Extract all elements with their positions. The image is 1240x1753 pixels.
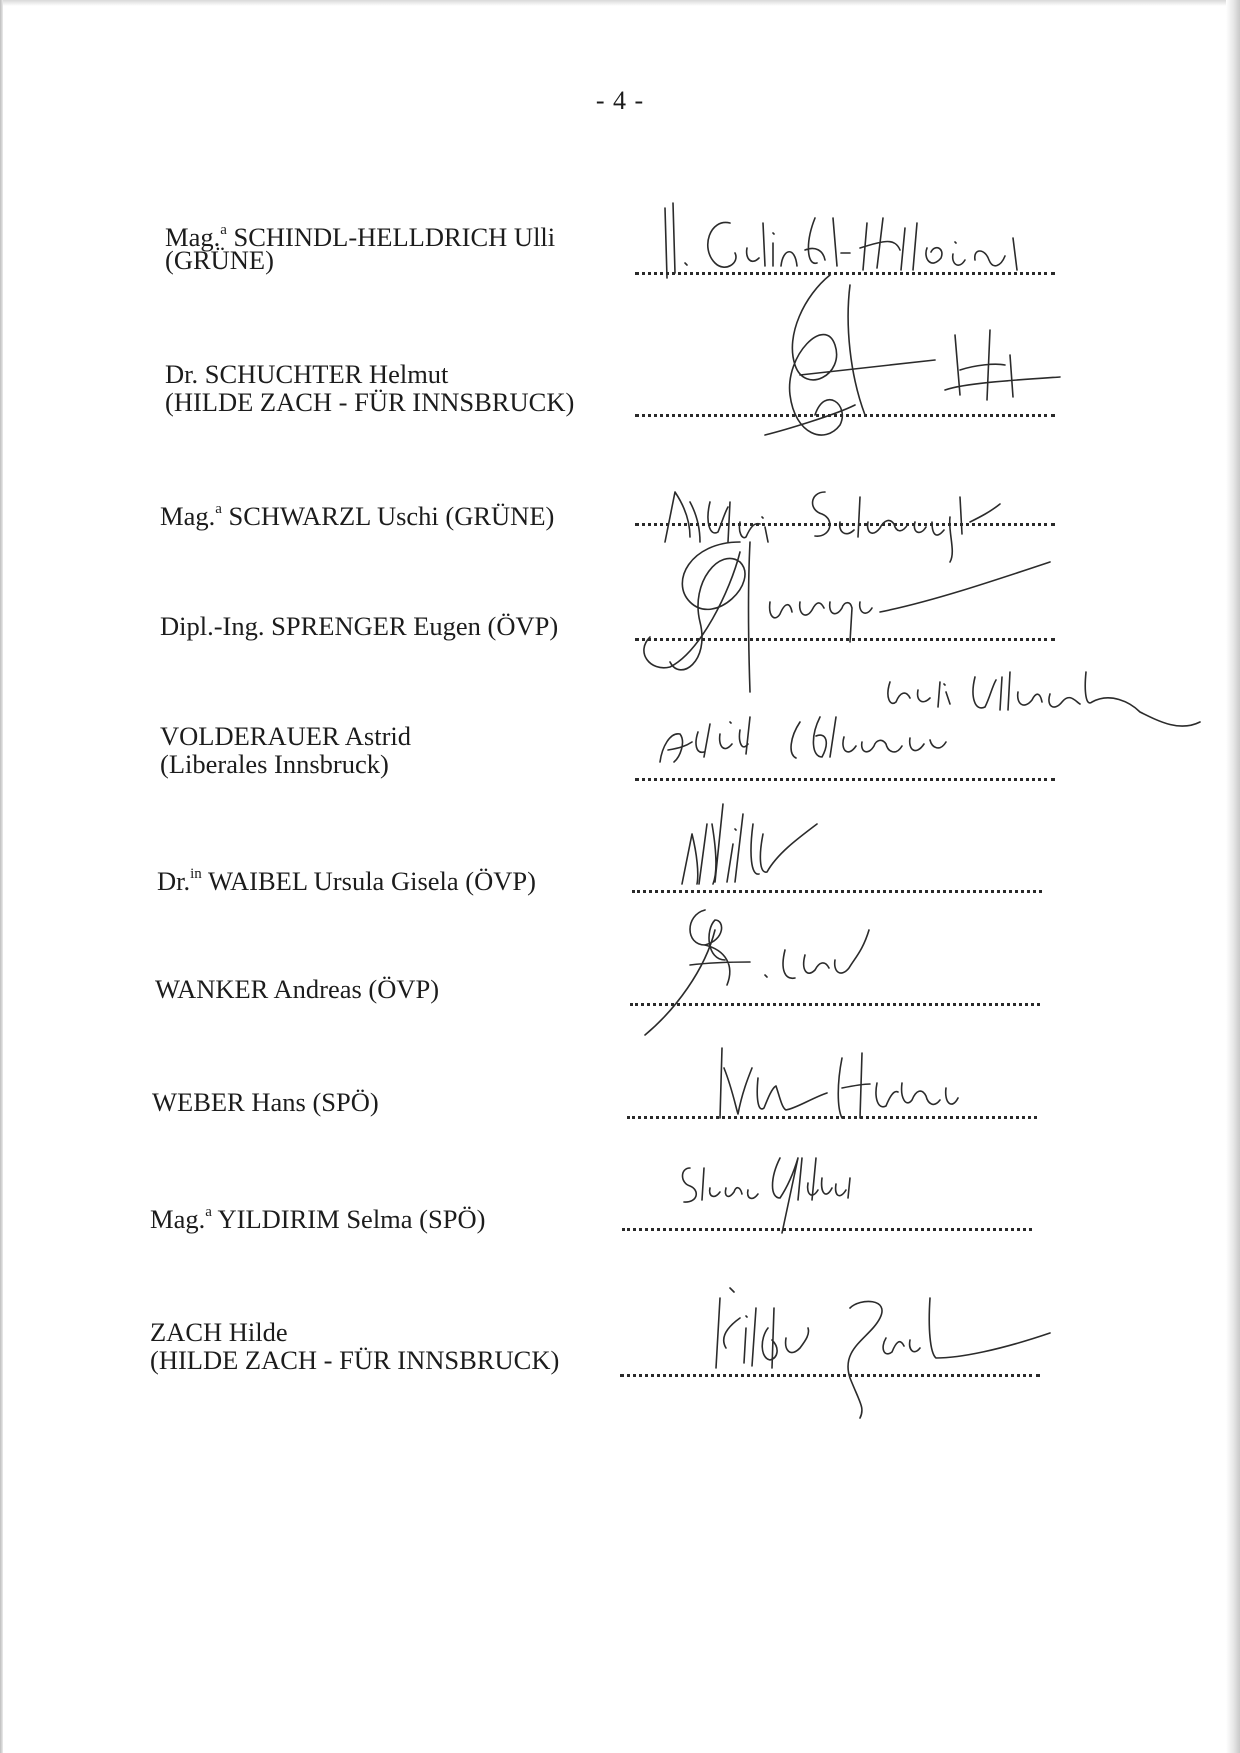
signature-image [690, 1278, 1070, 1408]
signatory-name [157, 862, 536, 896]
signatory-name [152, 1088, 379, 1117]
name-superscript: in [190, 866, 202, 882]
page-number: - 4 - [595, 86, 645, 115]
name-text: Dr. SCHUCHTER Helmut [165, 359, 449, 389]
name-text: SCHINDL-HELLDRICH Ulli [226, 221, 556, 252]
name-text: SCHWARZL Uschi (GRÜNE) [221, 500, 555, 531]
scan-edge-top [0, 0, 1240, 6]
signature-image [702, 1038, 1022, 1128]
name-text: WEBER Hans (SPÖ) [152, 1087, 379, 1117]
name-prefix: Mag. [165, 221, 221, 252]
signatory-name [165, 360, 448, 389]
name-prefix: Mag. [160, 500, 216, 531]
signatory-affiliation: (Liberales Innsbruck) [160, 749, 389, 779]
signature-image [670, 1138, 950, 1248]
signatory-affiliation: (HILDE ZACH - FÜR INNSBRUCK) [165, 387, 575, 417]
name-superscript: a [220, 222, 227, 238]
name-text: WANKER Andreas (ÖVP) [155, 974, 440, 1004]
name-text: Dipl.-Ing. SPRENGER Eugen (ÖVP) [160, 611, 559, 641]
signatory-name [155, 975, 439, 1004]
name-superscript: a [205, 1204, 212, 1220]
name-prefix: Dr. [157, 865, 191, 896]
name-text: YILDIRIM Selma (SPÖ) [211, 1203, 486, 1234]
name-superscript: a [215, 501, 222, 517]
scan-edge-right [1226, 0, 1240, 1753]
name-text: ZACH Hilde [150, 1317, 288, 1347]
name-text: WAIBEL Ursula Gisela (ÖVP) [201, 865, 536, 896]
signatory-affiliation: (GRÜNE) [165, 245, 274, 275]
signatory-name [160, 497, 554, 531]
signature-image [635, 265, 1075, 465]
name-text: VOLDERAUER Astrid [160, 721, 412, 751]
signatory-affiliation: (HILDE ZACH - FÜR INNSBRUCK) [150, 1345, 560, 1375]
signatory-name [150, 1318, 288, 1347]
signature-image [667, 784, 927, 894]
signatory-name [160, 722, 411, 751]
signatory-name [160, 612, 558, 641]
name-prefix: Mag. [150, 1203, 206, 1234]
signature-image [640, 662, 1220, 792]
signatory-name [150, 1200, 485, 1234]
signature-image [635, 890, 935, 1040]
scan-edge-left [0, 0, 3, 1753]
